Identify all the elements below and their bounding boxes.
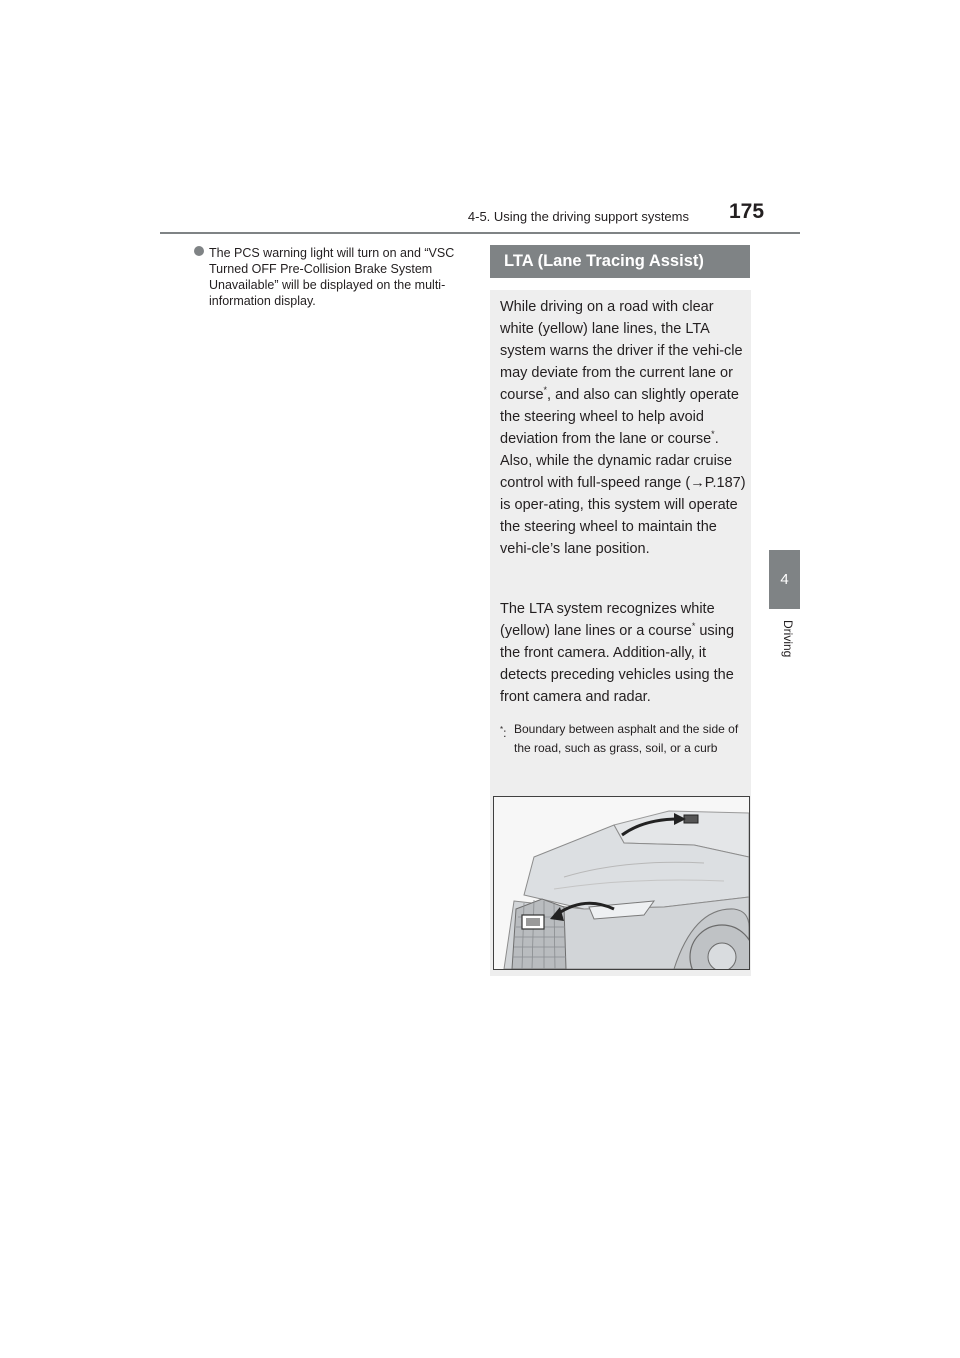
footnote-text: Boundary between asphalt and the side of the road, such as grass, soil, or a curb (514, 722, 739, 755)
section-title: 4-5. Using the driving support systems (467, 209, 689, 224)
car-sensor-illustration (493, 796, 750, 970)
bullet-text: The PCS warning light will turn on and “VSC Turned OFF Pre-Collision Brake System Unavailable” will be displayed on the multi-information display. (209, 246, 455, 308)
chapter-tab[interactable]: 4 (769, 550, 800, 609)
section-heading: LTA (Lane Tracing Assist) (490, 245, 750, 278)
text-run: . Also, while the dynamic radar cruise control with full-speed range (→P.187) is oper-ating, this system will operate the steering wheel to maintain the vehi-cle’s lane position. (500, 431, 746, 557)
car-front-icon (494, 797, 749, 969)
text-run: using the front camera. Addition-ally, it detects preceding vehicles using the front camera and radar. (500, 623, 735, 705)
asterisk-mark: * (711, 429, 715, 440)
lta-description (500, 296, 746, 560)
footnote (500, 720, 746, 758)
bullet-dot-icon (194, 246, 204, 256)
asterisk-mark: * (691, 621, 696, 632)
lta-recognition (500, 598, 746, 708)
text-run: The LTA system recognizes white (yellow) lane lines or a course (500, 601, 715, 639)
bullet-item (209, 245, 471, 309)
chapter-label: Driving (781, 620, 795, 658)
asterisk-mark: * (543, 385, 548, 396)
footnote-mark: *: (500, 725, 507, 740)
page-number: 175 (729, 200, 765, 223)
header-rule (160, 232, 800, 234)
text-run: , and also can slightly operate the steering wheel to help avoid deviation from the lane or course (500, 387, 739, 447)
text-run: While driving on a road with clear white (yellow) lane lines, the LTA system warns the driver if the vehi-cle may deviate from the current lane or course (500, 299, 743, 403)
